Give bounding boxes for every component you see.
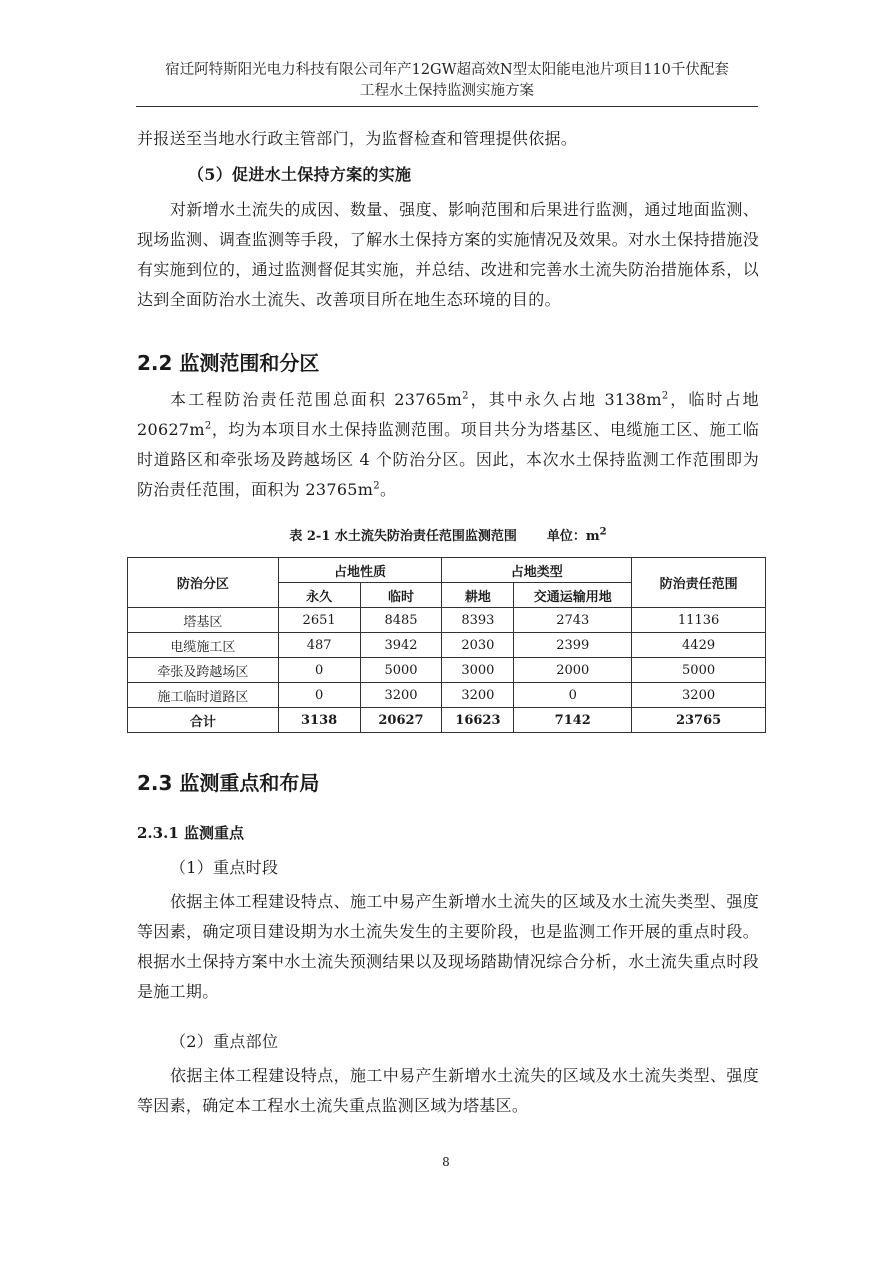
cell-range: 3200 [632, 683, 766, 708]
s22-sup-1: 2 [462, 390, 469, 402]
cell-farmland: 2030 [442, 633, 514, 658]
s22-text-b: ，其中永久占地 3138m [468, 390, 662, 409]
item-1-paragraph: 依据主体工程建设特点、施工中易产生新增水土流失的区域及水土流失类型、强度等因素，确定项目建设期为水土流失发生的主要阶段，也是监测工作开展的重点时段。根据水土保持方案中水土流失预测结果以及现场踏勘情况综合分析，水土流失重点时段是施工期。 [137, 892, 759, 1001]
cell-temporary: 8485 [360, 608, 442, 633]
page-header [136, 60, 758, 102]
item-5-paragraph: 对新增水土流失的成因、数量、强度、影响范围和后果进行监测，通过地面监测、现场监测、调查监测等手段，了解水土保持方案的实施情况及效果。对水土保持措施没有实施到位的，通过监测督促其实施，并总结、改进和完善水土流失防治措施体系，以达到全面防治水土流失、改善项目所在地生态环境的目的。 [137, 200, 759, 309]
cell-total-range: 23765 [632, 708, 766, 733]
cell-total-transport: 7142 [514, 708, 632, 733]
cell-total-permanent: 3138 [278, 708, 360, 733]
header-land-nature: 占地性质 [278, 558, 442, 583]
cell-temporary: 5000 [360, 658, 442, 683]
table-unit-sup: 2 [599, 526, 607, 538]
header-line-1: 宿迁阿特斯阳光电力科技有限公司年产12GW超高效N型太阳能电池片项目110千伏配套 [165, 62, 729, 78]
item-2-paragraph: 依据主体工程建设特点，施工中易产生新增水土流失的区域及水土流失类型、强度等因素，确定本工程水土流失重点监测区域为塔基区。 [137, 1066, 759, 1115]
table-unit [546, 526, 607, 544]
header-responsibility-range: 防治责任范围 [632, 558, 766, 608]
section-2-2-paragraph [137, 385, 759, 505]
s22-text-c: ，临时占地 20627m [137, 390, 759, 439]
header-transport-land: 交通运输用地 [514, 583, 632, 608]
item-1-title: （1）重点时段 [170, 858, 279, 877]
cell-farmland: 3000 [442, 658, 514, 683]
section-2-3-heading: 2.3 监测重点和布局 [137, 771, 320, 795]
table-row [128, 608, 766, 633]
s22-sup-3: 2 [204, 420, 212, 432]
cell-zone: 电缆施工区 [128, 633, 279, 658]
table-row [128, 633, 766, 658]
header-divider [136, 106, 758, 107]
item-5-title: （5）促进水土保持方案的实施 [188, 165, 412, 184]
monitoring-range-table [127, 557, 766, 733]
table-row [128, 683, 766, 708]
table-total-row [128, 708, 766, 733]
table-row [128, 658, 766, 683]
header-temporary: 临时 [360, 583, 442, 608]
cell-range: 5000 [632, 658, 766, 683]
cell-zone: 牵张及跨越场区 [128, 658, 279, 683]
cell-temporary: 3942 [360, 633, 442, 658]
cell-range: 11136 [632, 608, 766, 633]
cell-zone: 塔基区 [128, 608, 279, 633]
cell-range: 4429 [632, 633, 766, 658]
s22-text-d: ，均为本项目水土保持监测范围。项目共分为塔基区、电缆施工区、施工临时道路区和牵张场及跨越场区 4 个防治分区。因此，本次水土保持监测工作范围即为防治责任范围，面积为 23765m [137, 420, 759, 499]
s22-sup-2: 2 [661, 390, 669, 402]
header-line-2: 工程水土保持监测实施方案 [360, 83, 534, 99]
cell-total-temporary: 20627 [360, 708, 442, 733]
cell-temporary: 3200 [360, 683, 442, 708]
cell-permanent: 487 [278, 633, 360, 658]
table-caption-title: 表 2-1 水土流失防治责任范围监测范围 [289, 529, 517, 544]
header-zone: 防治分区 [128, 558, 279, 608]
cell-farmland: 8393 [442, 608, 514, 633]
header-farmland: 耕地 [442, 583, 514, 608]
table-unit-label: 单位：m [546, 529, 600, 544]
item-2-title: （2）重点部位 [170, 1032, 279, 1051]
header-permanent: 永久 [278, 583, 360, 608]
cell-transport: 2743 [514, 608, 632, 633]
s22-text-a: 本工程防治责任范围总面积 23765m [170, 390, 463, 409]
s22-sup-4: 2 [373, 480, 380, 492]
section-2-3-1-heading: 2.3.1 监测重点 [137, 824, 244, 842]
page-number: 8 [442, 1155, 450, 1169]
section-2-2-heading: 2.2 监测范围和分区 [137, 351, 320, 375]
cell-permanent: 0 [278, 658, 360, 683]
cell-zone: 施工临时道路区 [128, 683, 279, 708]
intro-paragraph: 并报送至当地水行政主管部门，为监督检查和管理提供依据。 [137, 129, 578, 148]
cell-transport: 0 [514, 683, 632, 708]
cell-total-label: 合计 [128, 708, 279, 733]
table-caption [137, 526, 759, 548]
header-land-type: 占地类型 [442, 558, 632, 583]
cell-permanent: 0 [278, 683, 360, 708]
s22-text-e: 。 [379, 480, 397, 499]
cell-transport: 2399 [514, 633, 632, 658]
cell-permanent: 2651 [278, 608, 360, 633]
cell-transport: 2000 [514, 658, 632, 683]
cell-farmland: 3200 [442, 683, 514, 708]
cell-total-farmland: 16623 [442, 708, 514, 733]
